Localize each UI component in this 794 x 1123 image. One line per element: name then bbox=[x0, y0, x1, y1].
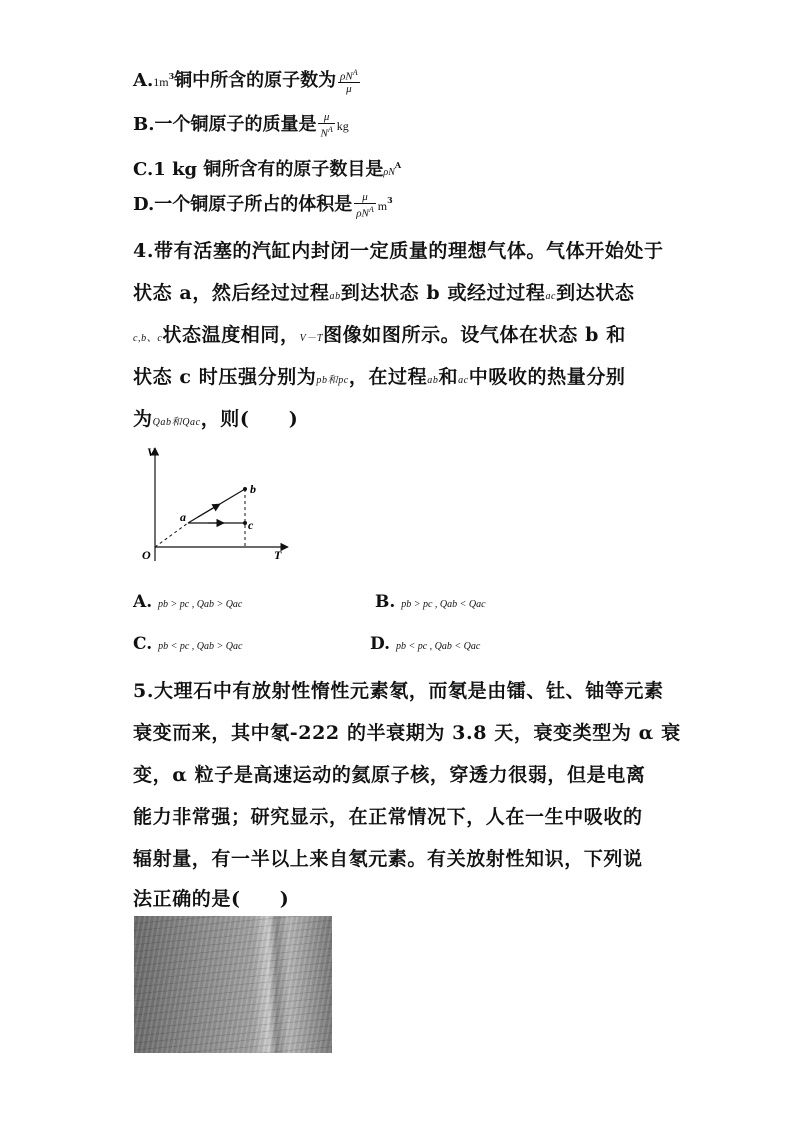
option-label: D. bbox=[133, 194, 155, 215]
option-text: 一个铜原子的质量是 bbox=[154, 114, 317, 135]
extension-line bbox=[155, 523, 188, 547]
q3-option-a[interactable] bbox=[133, 66, 362, 95]
text: 为 bbox=[133, 408, 153, 430]
q3-option-c[interactable] bbox=[133, 155, 401, 181]
q4-option-d[interactable] bbox=[370, 634, 480, 654]
text: 中吸收的热量分别 bbox=[468, 366, 626, 388]
pressures: pb和pc bbox=[316, 375, 349, 386]
denominator: ρN bbox=[356, 207, 369, 220]
text: 图像如图所示。设气体在状态 b 和 bbox=[323, 324, 626, 346]
option-label: A. bbox=[133, 592, 153, 612]
denominator: N bbox=[320, 127, 328, 140]
text: 到达状态 bbox=[556, 282, 635, 304]
option-label: B. bbox=[133, 114, 155, 135]
text: 到达状态 b 或经过过程 bbox=[340, 282, 546, 304]
c-label: c bbox=[248, 518, 254, 532]
q3-option-d[interactable] bbox=[133, 190, 393, 219]
vt-label: V－T bbox=[299, 333, 324, 344]
a-label: a bbox=[180, 510, 186, 524]
q5-text-line-6: 法正确的是( ) bbox=[133, 888, 290, 910]
process-ab: ab bbox=[427, 375, 439, 386]
q4-text-line-2 bbox=[133, 278, 635, 305]
text: 状态 c 时压强分别为 bbox=[133, 366, 317, 388]
option-label: A. bbox=[133, 70, 154, 91]
process-ab: ab bbox=[329, 291, 341, 302]
heats: Qab和Qac bbox=[152, 417, 201, 428]
numerator: ρN bbox=[340, 70, 353, 83]
q4-text-line-4 bbox=[133, 362, 626, 389]
q5-text-line-1: 5.大理石中有放射性惰性元素氡，而氡是由镭、钍、铀等元素 bbox=[133, 680, 664, 702]
unit: m bbox=[377, 199, 388, 213]
point-b bbox=[243, 487, 247, 491]
text: 和 bbox=[438, 366, 459, 388]
subscript: A bbox=[394, 160, 402, 170]
option-relation: pb < pc , Qab > Qac bbox=[158, 641, 243, 652]
option-label: D. bbox=[370, 634, 391, 654]
denominator: μ bbox=[346, 83, 352, 96]
process-ac: ac bbox=[458, 375, 469, 386]
arrow-ab bbox=[198, 504, 220, 517]
formula: ρN bbox=[383, 167, 395, 178]
state-vars: c,b、c bbox=[133, 333, 163, 344]
fraction bbox=[318, 111, 334, 140]
subscript: A bbox=[368, 204, 374, 214]
unit: 1m bbox=[153, 75, 169, 89]
text: 状态 a，然后经过过程 bbox=[133, 282, 330, 304]
option-relation: pb > pc , Qab < Qac bbox=[401, 599, 486, 610]
origin-label: O bbox=[142, 548, 151, 562]
text: 状态温度相同， bbox=[162, 324, 300, 346]
superscript: 3 bbox=[387, 195, 393, 205]
point-c bbox=[243, 521, 247, 525]
option-relation: pb > pc , Qab > Qac bbox=[158, 599, 243, 610]
marble-photo bbox=[134, 916, 332, 1053]
text: ，在过程 bbox=[348, 366, 428, 388]
vt-graph bbox=[138, 443, 298, 568]
process-ac: ac bbox=[545, 291, 557, 302]
numerator: μ bbox=[318, 111, 334, 124]
subscript: A bbox=[352, 67, 358, 77]
q5-text-line-3: 变，α 粒子是高速运动的氦原子核，穿透力很弱，但是电离 bbox=[133, 764, 646, 786]
q3-option-b[interactable] bbox=[133, 110, 349, 139]
q4-option-a[interactable] bbox=[133, 592, 242, 612]
q5-text-line-5: 辐射量，有一半以上来自氡元素。有关放射性知识，下列说 bbox=[133, 848, 643, 870]
q4-option-c[interactable] bbox=[133, 634, 242, 654]
fraction bbox=[338, 67, 360, 96]
option-text: 一个铜原子所占的体积是 bbox=[154, 194, 353, 215]
option-label: B. bbox=[375, 592, 396, 612]
b-label: b bbox=[250, 482, 256, 496]
option-text: 铜中所含的原子数为 bbox=[174, 70, 337, 91]
superscript: 3 bbox=[168, 71, 175, 81]
text: ，则( ) bbox=[200, 408, 299, 430]
q4-text-line-3 bbox=[133, 320, 626, 347]
option-label: C. bbox=[133, 159, 154, 180]
q4-option-b[interactable] bbox=[375, 592, 486, 612]
t-label: T bbox=[274, 548, 282, 562]
option-label: C. bbox=[133, 634, 153, 654]
option-text: 1 kg 铜所含有的原子数目是 bbox=[153, 159, 384, 180]
fraction bbox=[354, 191, 376, 220]
q5-text-line-2: 衰变而来，其中氡-222 的半衰期为 3.8 天，衰变类型为 α 衰 bbox=[133, 722, 681, 744]
q4-text-line-1: 4.带有活塞的汽缸内封闭一定质量的理想气体。气体开始处于 bbox=[133, 240, 664, 262]
v-label: V bbox=[147, 445, 156, 459]
q4-text-line-5 bbox=[133, 404, 298, 431]
subscript: A bbox=[327, 124, 333, 134]
q5-text-line-4: 能力非常强；研究显示，在正常情况下，人在一生中吸收的 bbox=[133, 806, 643, 828]
numerator: μ bbox=[354, 191, 376, 204]
unit: kg bbox=[336, 119, 349, 133]
option-relation: pb < pc , Qab < Qac bbox=[395, 641, 481, 652]
